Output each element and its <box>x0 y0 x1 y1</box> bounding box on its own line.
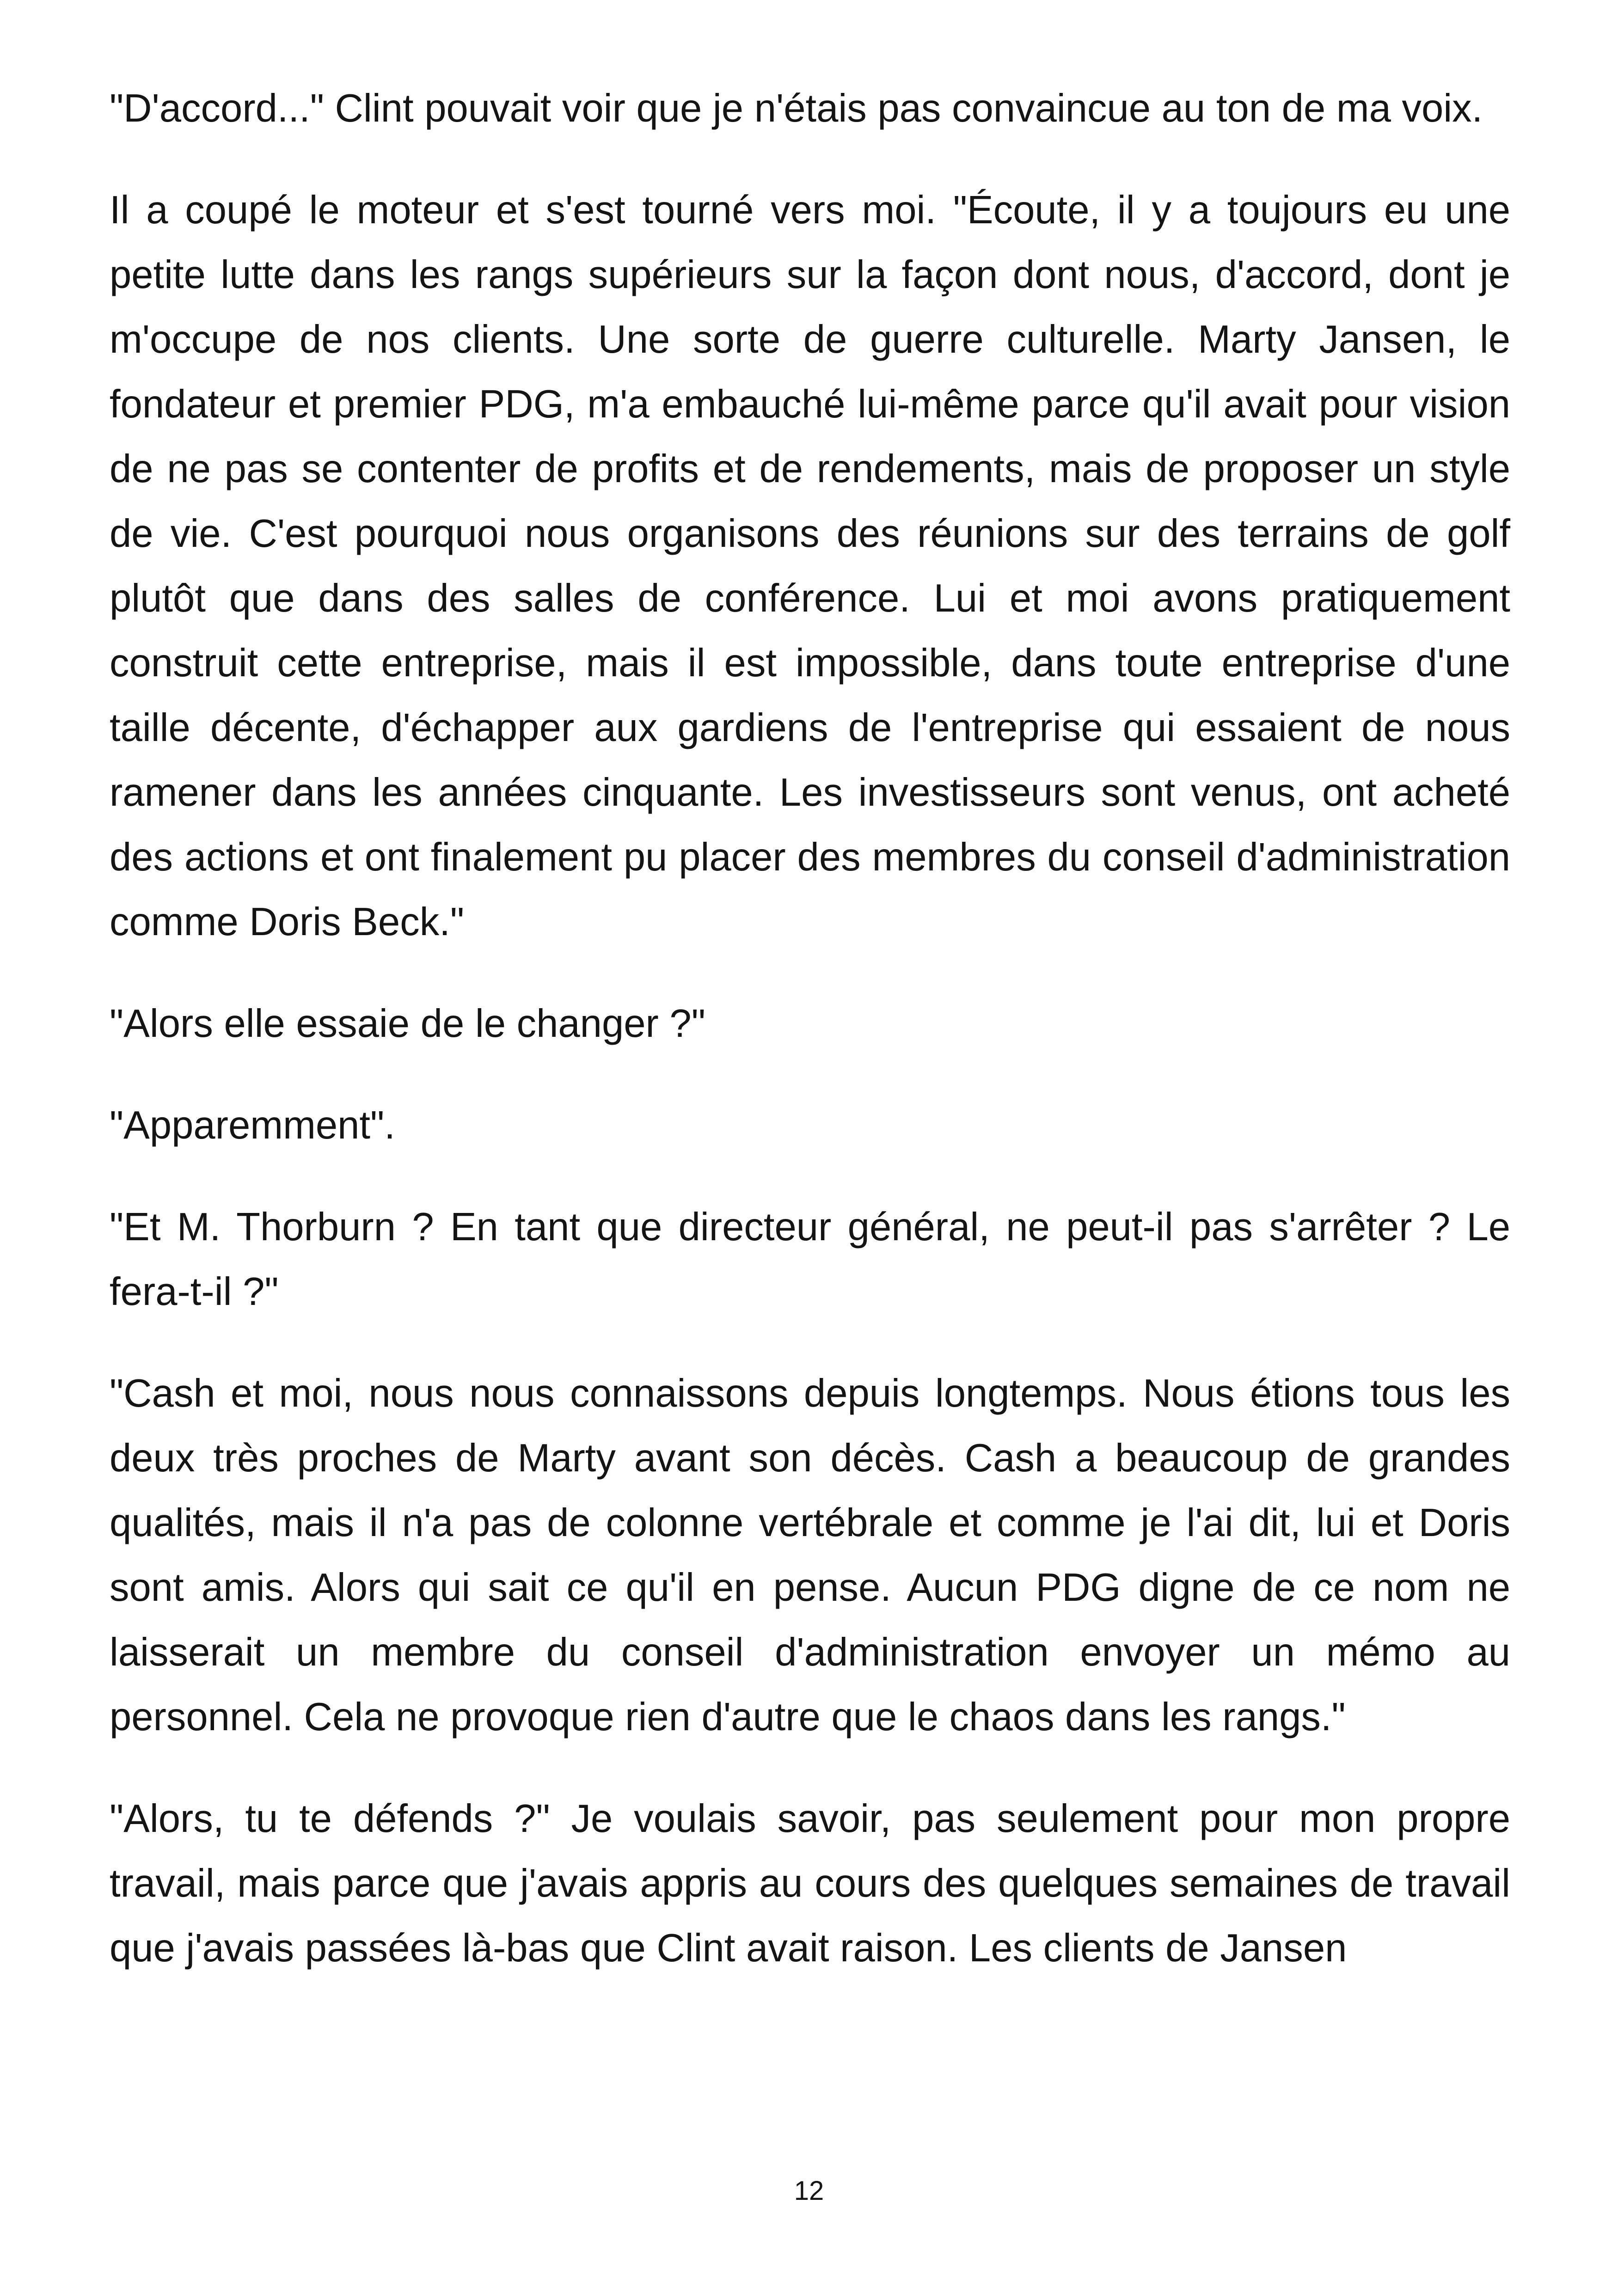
page-number: 12 <box>794 2176 824 2206</box>
paragraph: "D'accord..." Clint pouvait voir que je n'étais pas convaincue au ton de ma voix. <box>110 86 1483 130</box>
paragraph: "Alors elle essaie de le changer ?" <box>110 1002 705 1046</box>
paragraph: "Et M. Thorburn ? En tant que directeur général, ne peut-il pas s'arrêter ? Le fera-t-il ?" <box>110 1205 1510 1314</box>
paragraph: "Cash et moi, nous nous connaissons depuis longtemps. Nous étions tous les deux très proches de Marty avant son décès. Cash a beaucoup de grandes qualités, mais il n'a pas de colonne vertébrale et comme je l'ai dit, lui et Doris sont amis. Alors qui sait ce qu'il en pense. Aucun PDG digne de ce nom ne laisserait un membre du conseil d'administration envoyer un mémo au personnel. Cela ne provoque rien d'autre que le chaos dans les rangs." <box>110 1371 1510 1739</box>
paragraph: "Alors, tu te défends ?" Je voulais savoir, pas seulement pour mon propre travail, mais parce que j'avais appris au cours des quelques semaines de travail que j'avais passées là-bas que Clint avait raison. Les clients de Jansen <box>110 1797 1510 1970</box>
paragraph: Il a coupé le moteur et s'est tourné vers moi. "Écoute, il y a toujours eu une petite lutte dans les rangs supérieurs sur la façon dont nous, d'accord, dont je m'occupe de nos clients. Une sorte de guerre culturelle. Marty Jansen, le fondateur et premier PDG, m'a embauché lui-même parce qu'il avait pour vision de ne pas se contenter de profits et de rendements, mais de proposer un style de vie. C'est pourquoi nous organisons des réunions sur des terrains de golf plutôt que dans des salles de conférence. Lui et moi avons pratiquement construit cette entreprise, mais il est impossible, dans toute entreprise d'une taille décente, d'échapper aux gardiens de l'entreprise qui essaient de nous ramener dans les années cinquante. Les investisseurs sont venus, ont acheté des actions et ont finalement pu placer des membres du conseil d'administration comme Doris Beck." <box>110 188 1510 944</box>
paragraph: "Apparemment". <box>110 1103 395 1147</box>
body-text <box>110 76 1510 2018</box>
